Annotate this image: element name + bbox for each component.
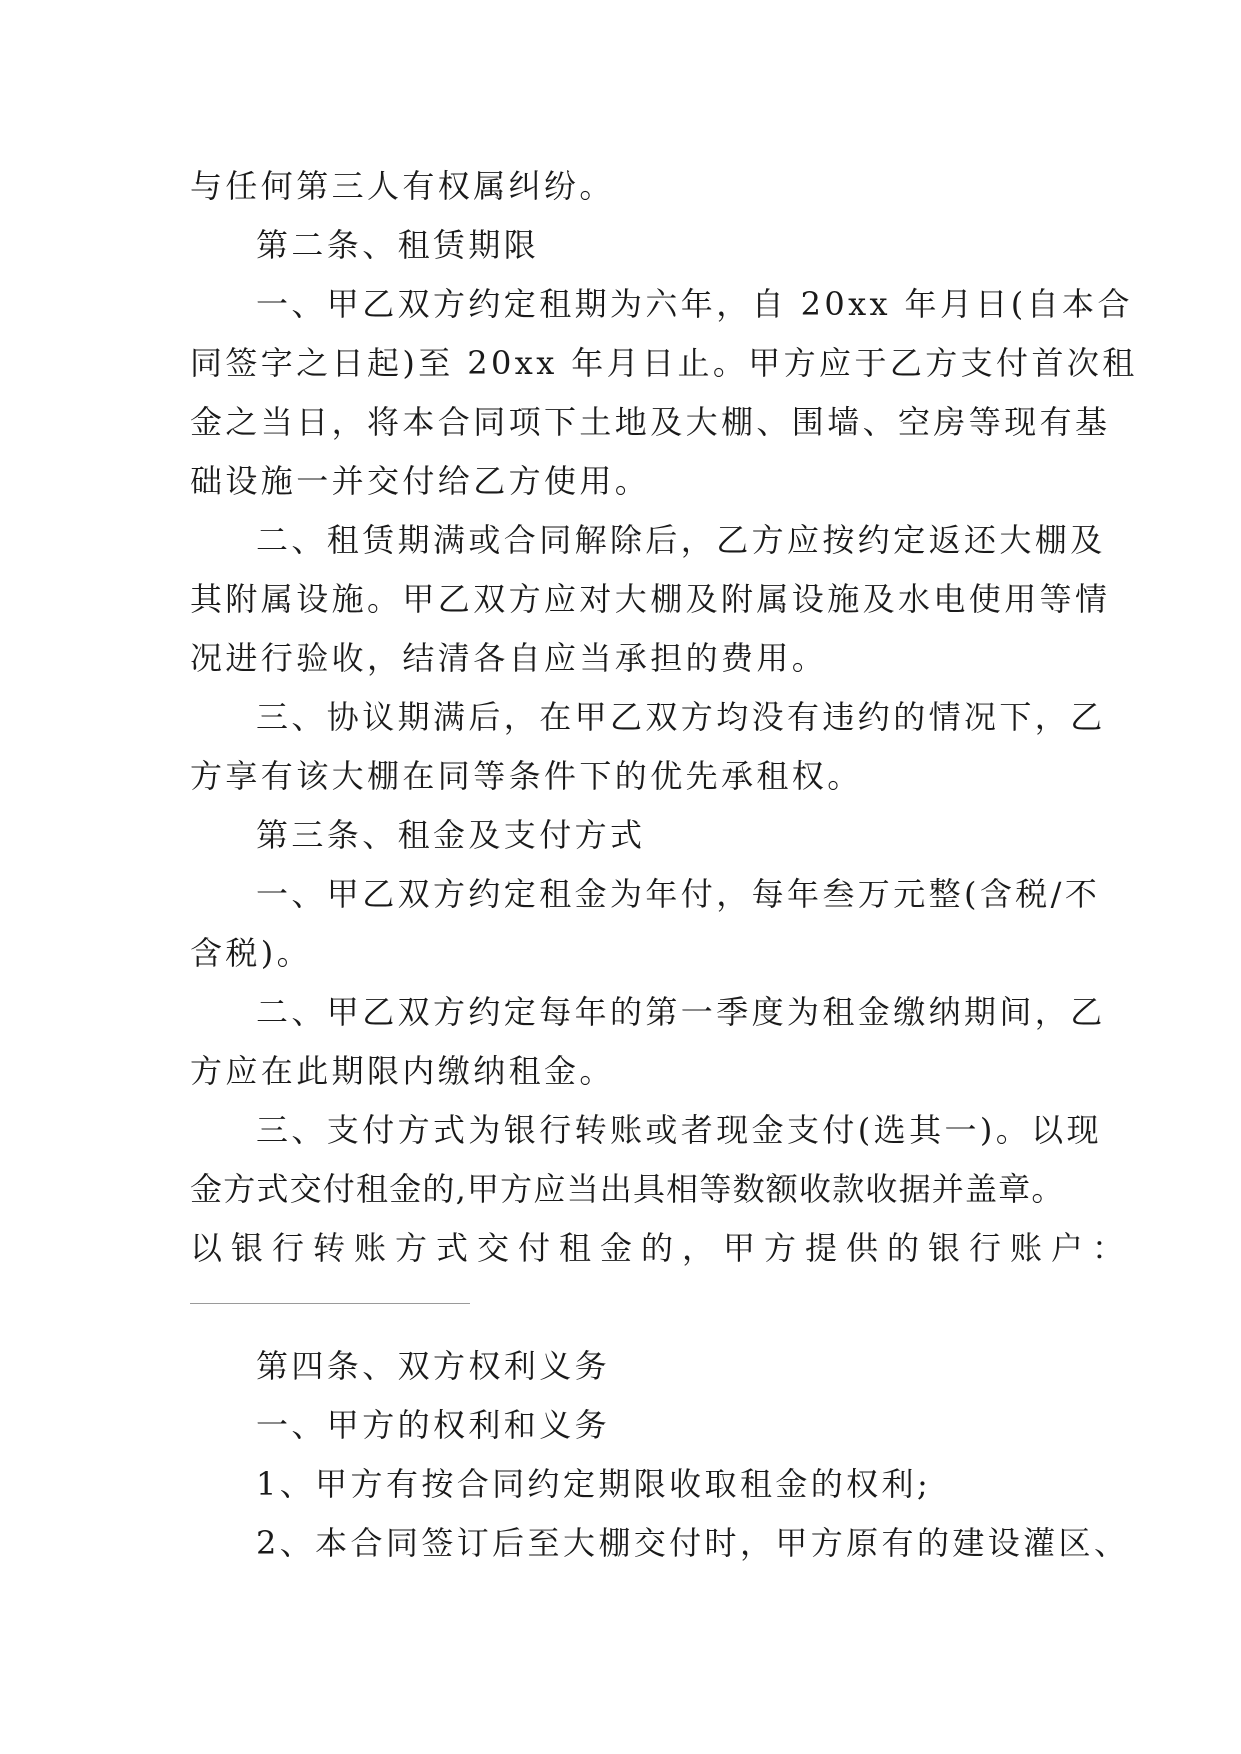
paragraph-line: 一、甲乙双方约定租期为六年，自 20xx 年月日(自本合 xyxy=(256,285,1133,323)
paragraph-line: 二、甲乙双方约定每年的第一季度为租金缴纳期间，乙 xyxy=(256,993,1106,1031)
paragraph-line: 础设施一并交付给乙方使用。 xyxy=(190,462,651,500)
paragraph-line: 与任何第三人有权属纠纷。 xyxy=(190,167,615,205)
paragraph-line: 况进行验收，结清各自应当承担的费用。 xyxy=(190,639,828,677)
paragraph-line: 三、支付方式为银行转账或者现金支付(选其一)。以现 xyxy=(256,1111,1102,1149)
paragraph-line: 一、甲方的权利和义务 xyxy=(256,1406,611,1444)
account-blank-line xyxy=(190,1303,470,1304)
section-heading: 第三条、租金及支付方式 xyxy=(256,816,646,854)
paragraph-line: 其附属设施。甲乙双方应对大棚及附属设施及水电使用等情 xyxy=(190,580,1111,618)
section-heading: 第四条、双方权利义务 xyxy=(256,1347,611,1385)
paragraph-line: 以银行转账方式交付租金的，甲方提供的银行账户： xyxy=(190,1229,1134,1267)
paragraph-line: 同签字之日起)至 20xx 年月日止。甲方应于乙方支付首次租 xyxy=(190,344,1138,382)
paragraph-line: 金方式交付租金的,甲方应当出具相等数额收款收据并盖章。 xyxy=(190,1170,1065,1208)
paragraph-line: 三、协议期满后，在甲乙双方均没有违约的情况下，乙 xyxy=(256,698,1106,736)
paragraph-line: 方享有该大棚在同等条件下的优先承租权。 xyxy=(190,757,863,795)
paragraph-line: 2、本合同签订后至大棚交付时，甲方原有的建设灌区、 xyxy=(256,1524,1130,1562)
section-heading: 第二条、租赁期限 xyxy=(256,226,540,264)
paragraph-line: 1、甲方有按合同约定期限收取租金的权利; xyxy=(256,1465,932,1503)
paragraph-line: 金之当日，将本合同项下土地及大棚、围墙、空房等现有基 xyxy=(190,403,1111,441)
paragraph-line: 二、租赁期满或合同解除后，乙方应按约定返还大棚及 xyxy=(256,521,1106,559)
paragraph-line: 方应在此期限内缴纳租金。 xyxy=(190,1052,615,1090)
paragraph-line: 含税)。 xyxy=(190,934,313,972)
paragraph-line: 一、甲乙双方约定租金为年付，每年叁万元整(含税/不 xyxy=(256,875,1101,913)
